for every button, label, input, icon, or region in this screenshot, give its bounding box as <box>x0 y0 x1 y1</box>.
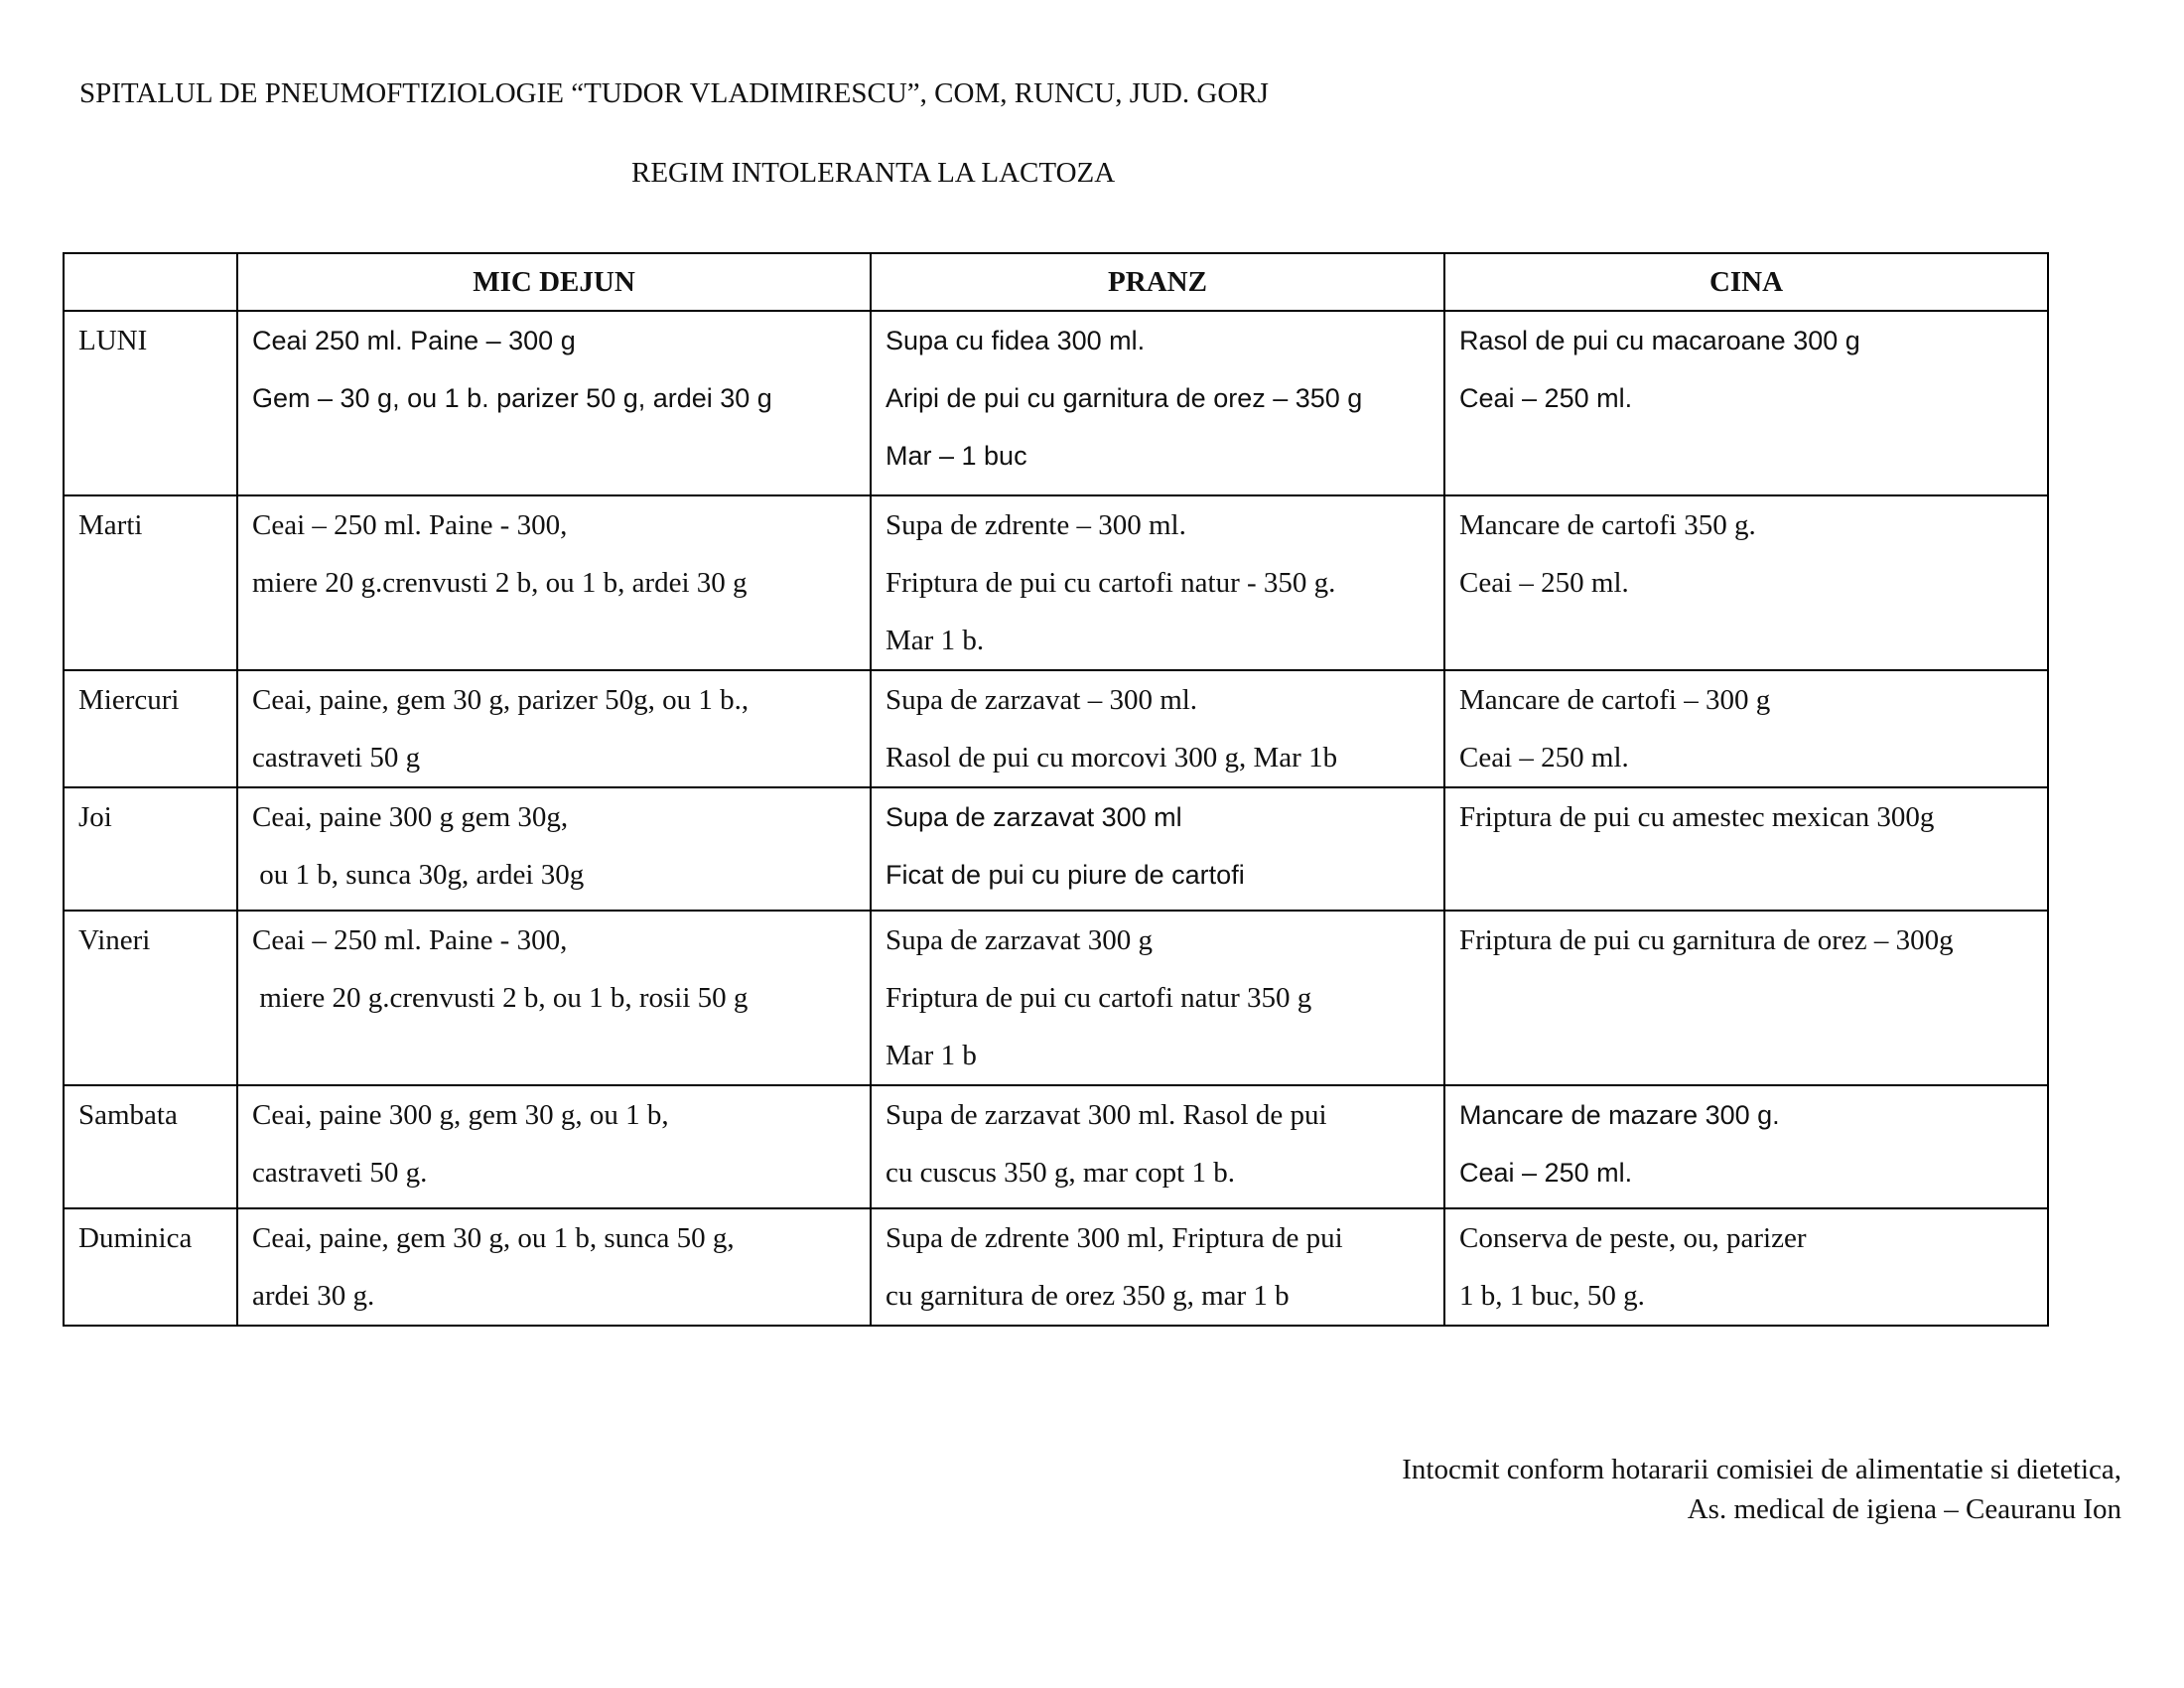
day-cell <box>64 311 237 495</box>
day-label: Duminica <box>78 1222 193 1254</box>
menu-line: Mar – 1 buc <box>886 441 1027 471</box>
menu-line: Friptura de pui cu garnitura de orez – 300g <box>1459 924 1954 956</box>
menu-line: ou 1 b, sunca 30g, ardei 30g <box>252 859 585 891</box>
mic-dejun-cell <box>237 787 871 911</box>
day-cell <box>64 495 237 670</box>
day-label: Vineri <box>78 924 151 956</box>
menu-line: Ceai – 250 ml. <box>1459 742 1629 774</box>
menu-line: Ficat de pui cu piure de cartofi <box>886 860 1245 890</box>
mic-dejun-cell <box>237 670 871 787</box>
cina-cell <box>1444 1085 2048 1208</box>
column-header-day <box>64 253 237 311</box>
menu-line: Ceai 250 ml. Paine – 300 g <box>252 326 576 355</box>
column-header-mic-dejun: MIC DEJUN <box>237 253 871 311</box>
menu-line: Mar 1 b <box>886 1040 977 1071</box>
day-cell <box>64 787 237 911</box>
day-label: Marti <box>78 509 143 541</box>
menu-line: Aripi de pui cu garnitura de orez – 350 g <box>886 383 1363 413</box>
menu-line: Supa de zarzavat 300 ml <box>886 802 1182 832</box>
menu-line: Ceai – 250 ml. <box>1459 383 1633 413</box>
table-row <box>64 787 2048 911</box>
day-cell <box>64 911 237 1085</box>
pranz-cell <box>871 911 1444 1085</box>
pranz-cell <box>871 787 1444 911</box>
mic-dejun-cell <box>237 311 871 495</box>
menu-line: cu cuscus 350 g, mar copt 1 b. <box>886 1157 1235 1189</box>
cina-cell <box>1444 787 2048 911</box>
menu-line: Supa de zdrente – 300 ml. <box>886 509 1186 541</box>
menu-line: Ceai – 250 ml. Paine - 300, <box>252 509 568 541</box>
day-cell <box>64 1085 237 1208</box>
cina-cell <box>1444 495 2048 670</box>
mic-dejun-cell <box>237 911 871 1085</box>
pranz-cell <box>871 670 1444 787</box>
signature-block <box>1402 1450 2121 1529</box>
mic-dejun-cell <box>237 495 871 670</box>
pranz-cell <box>871 1085 1444 1208</box>
footer-note: Intocmit conform hotararii comisiei de alimentatie si dietetica, <box>1402 1454 2121 1485</box>
column-header-cina: CINA <box>1444 253 2048 311</box>
menu-line: castraveti 50 g. <box>252 1157 428 1189</box>
cina-cell <box>1444 311 2048 495</box>
footer-author: As. medical de igiena – Ceauranu Ion <box>1687 1493 2121 1525</box>
menu-line: Ceai, paine 300 g gem 30g, <box>252 801 569 833</box>
menu-line: Mar 1 b. <box>886 625 985 656</box>
table-row <box>64 311 2048 495</box>
menu-line: Rasol de pui cu macaroane 300 g <box>1459 326 1860 355</box>
menu-line: Conserva de peste, ou, parizer <box>1459 1222 1807 1254</box>
day-label: LUNI <box>78 325 148 356</box>
mic-dejun-cell <box>237 1208 871 1326</box>
pranz-cell <box>871 1208 1444 1326</box>
menu-line: Friptura de pui cu amestec mexican 300g <box>1459 801 1935 833</box>
menu-line: Ceai – 250 ml. <box>1459 1158 1633 1188</box>
table-row <box>64 911 2048 1085</box>
menu-line: Ceai – 250 ml. Paine - 300, <box>252 924 568 956</box>
menu-line: Mancare de cartofi – 300 g <box>1459 684 1771 716</box>
day-cell <box>64 670 237 787</box>
menu-line: Supa de zdrente 300 ml, Friptura de pui <box>886 1222 1343 1254</box>
menu-line: Supa de zarzavat 300 ml. Rasol de pui <box>886 1099 1327 1131</box>
table-row <box>64 670 2048 787</box>
menu-line: Supa cu fidea 300 ml. <box>886 326 1146 355</box>
day-label: Sambata <box>78 1099 178 1131</box>
pranz-cell <box>871 311 1444 495</box>
cina-cell <box>1444 911 2048 1085</box>
cina-cell <box>1444 670 2048 787</box>
menu-line: ardei 30 g. <box>252 1280 375 1312</box>
menu-line: Ceai – 250 ml. <box>1459 567 1629 599</box>
day-label: Miercuri <box>78 684 180 716</box>
menu-line: Supa de zarzavat 300 g <box>886 924 1153 956</box>
column-header-pranz: PRANZ <box>871 253 1444 311</box>
menu-line: Ceai, paine 300 g, gem 30 g, ou 1 b, <box>252 1099 669 1131</box>
menu-line: miere 20 g.crenvusti 2 b, ou 1 b, ardei 30 g <box>252 567 748 599</box>
meal-plan-table <box>63 252 2049 1327</box>
menu-line: 1 b, 1 buc, 50 g. <box>1459 1280 1645 1312</box>
document-title: REGIM INTOLERANTA LA LACTOZA <box>631 157 1116 189</box>
menu-line: Mancare de cartofi 350 g. <box>1459 509 1756 541</box>
cina-cell <box>1444 1208 2048 1326</box>
menu-line: Mancare de mazare 300 g. <box>1459 1100 1780 1130</box>
menu-line: castraveti 50 g <box>252 742 421 774</box>
institution-header: SPITALUL DE PNEUMOFTIZIOLOGIE “TUDOR VLADIMIRESCU”, COM, RUNCU, JUD. GORJ <box>79 77 1269 109</box>
table-header-row <box>64 253 2048 311</box>
menu-line: Rasol de pui cu morcovi 300 g, Mar 1b <box>886 742 1338 774</box>
mic-dejun-cell <box>237 1085 871 1208</box>
table-row <box>64 1208 2048 1326</box>
table-row <box>64 495 2048 670</box>
menu-line: Ceai, paine, gem 30 g, ou 1 b, sunca 50 g, <box>252 1222 735 1254</box>
menu-line: Supa de zarzavat – 300 ml. <box>886 684 1198 716</box>
pranz-cell <box>871 495 1444 670</box>
menu-line: miere 20 g.crenvusti 2 b, ou 1 b, rosii 50 g <box>252 982 749 1014</box>
menu-line: Friptura de pui cu cartofi natur 350 g <box>886 982 1312 1014</box>
table-row <box>64 1085 2048 1208</box>
day-cell <box>64 1208 237 1326</box>
menu-line: cu garnitura de orez 350 g, mar 1 b <box>886 1280 1290 1312</box>
menu-line: Ceai, paine, gem 30 g, parizer 50g, ou 1 b., <box>252 684 750 716</box>
menu-line: Friptura de pui cu cartofi natur - 350 g. <box>886 567 1336 599</box>
day-label: Joi <box>78 801 112 833</box>
menu-line: Gem – 30 g, ou 1 b. parizer 50 g, ardei 30 g <box>252 383 772 413</box>
